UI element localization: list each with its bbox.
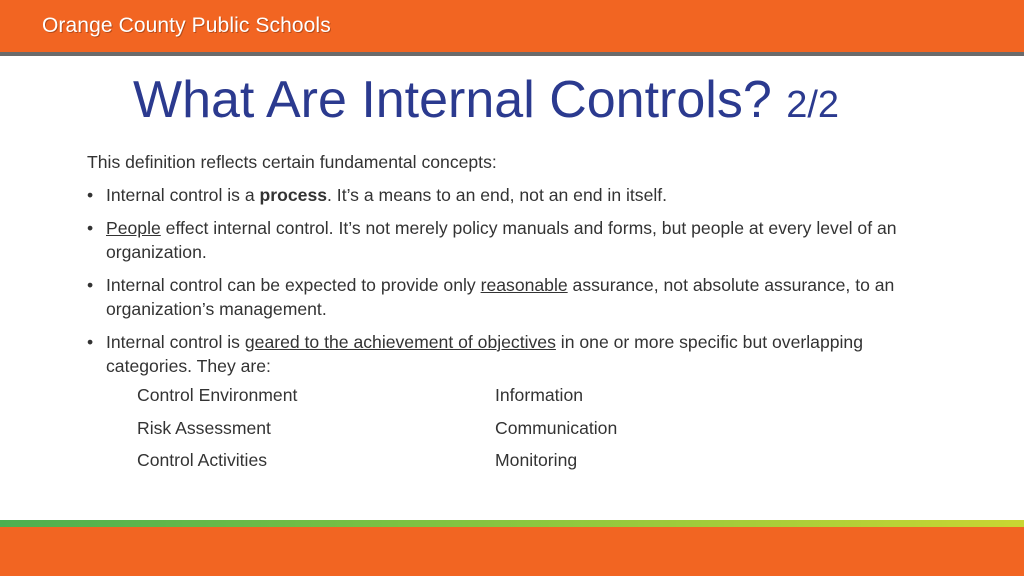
emphasis-objectives: geared to the achievement of objectives [244, 332, 556, 352]
bullet-item-people [87, 216, 917, 264]
category-list [137, 383, 737, 481]
bullet-list [87, 183, 917, 378]
category-item: Control Activities [137, 450, 268, 470]
header-bar [0, 0, 1024, 52]
emphasis-reasonable: reasonable [480, 275, 568, 295]
slide-body [87, 150, 917, 387]
slide-title-text: What Are Internal Controls? [133, 71, 772, 129]
footer-accent-stripe [0, 520, 1024, 527]
category-row [137, 448, 737, 481]
bullet-item-objectives [87, 330, 917, 378]
bullet-text: Internal control can be expected to provide only [106, 275, 481, 295]
emphasis-people: People [106, 218, 161, 238]
intro-text: This definition reflects certain fundamental concepts: [87, 152, 497, 172]
organization-name: Orange County Public Schools [42, 14, 331, 37]
footer-bar [0, 527, 1024, 576]
slide-title [133, 68, 839, 137]
category-item: Risk Assessment [137, 417, 271, 438]
bullet-item-process [87, 183, 917, 207]
bullet-item-reasonable [87, 273, 917, 321]
category-item: Information [495, 385, 584, 405]
bullet-text: . It’s a means to an end, not an end in itself. [327, 185, 668, 205]
emphasis-process: process [259, 185, 328, 205]
category-row [137, 416, 737, 449]
bullet-text: Internal control is a [106, 185, 260, 205]
category-item: Control Environment [137, 385, 298, 405]
category-item: Monitoring [495, 450, 578, 470]
bullet-text: assurance, not absolute assurance, to an organization’s management. [106, 275, 895, 319]
category-row [137, 383, 737, 416]
category-item: Communication [495, 417, 618, 438]
bullet-text: Internal control is [106, 332, 245, 352]
bullet-text: effect internal control. It’s not merely policy manuals and forms, but people at every level of an organization. [106, 218, 897, 262]
header-divider [0, 52, 1024, 56]
bullet-text: in one or more specific but overlapping categories. They are: [106, 332, 863, 376]
page-indicator: 2/2 [786, 84, 840, 126]
